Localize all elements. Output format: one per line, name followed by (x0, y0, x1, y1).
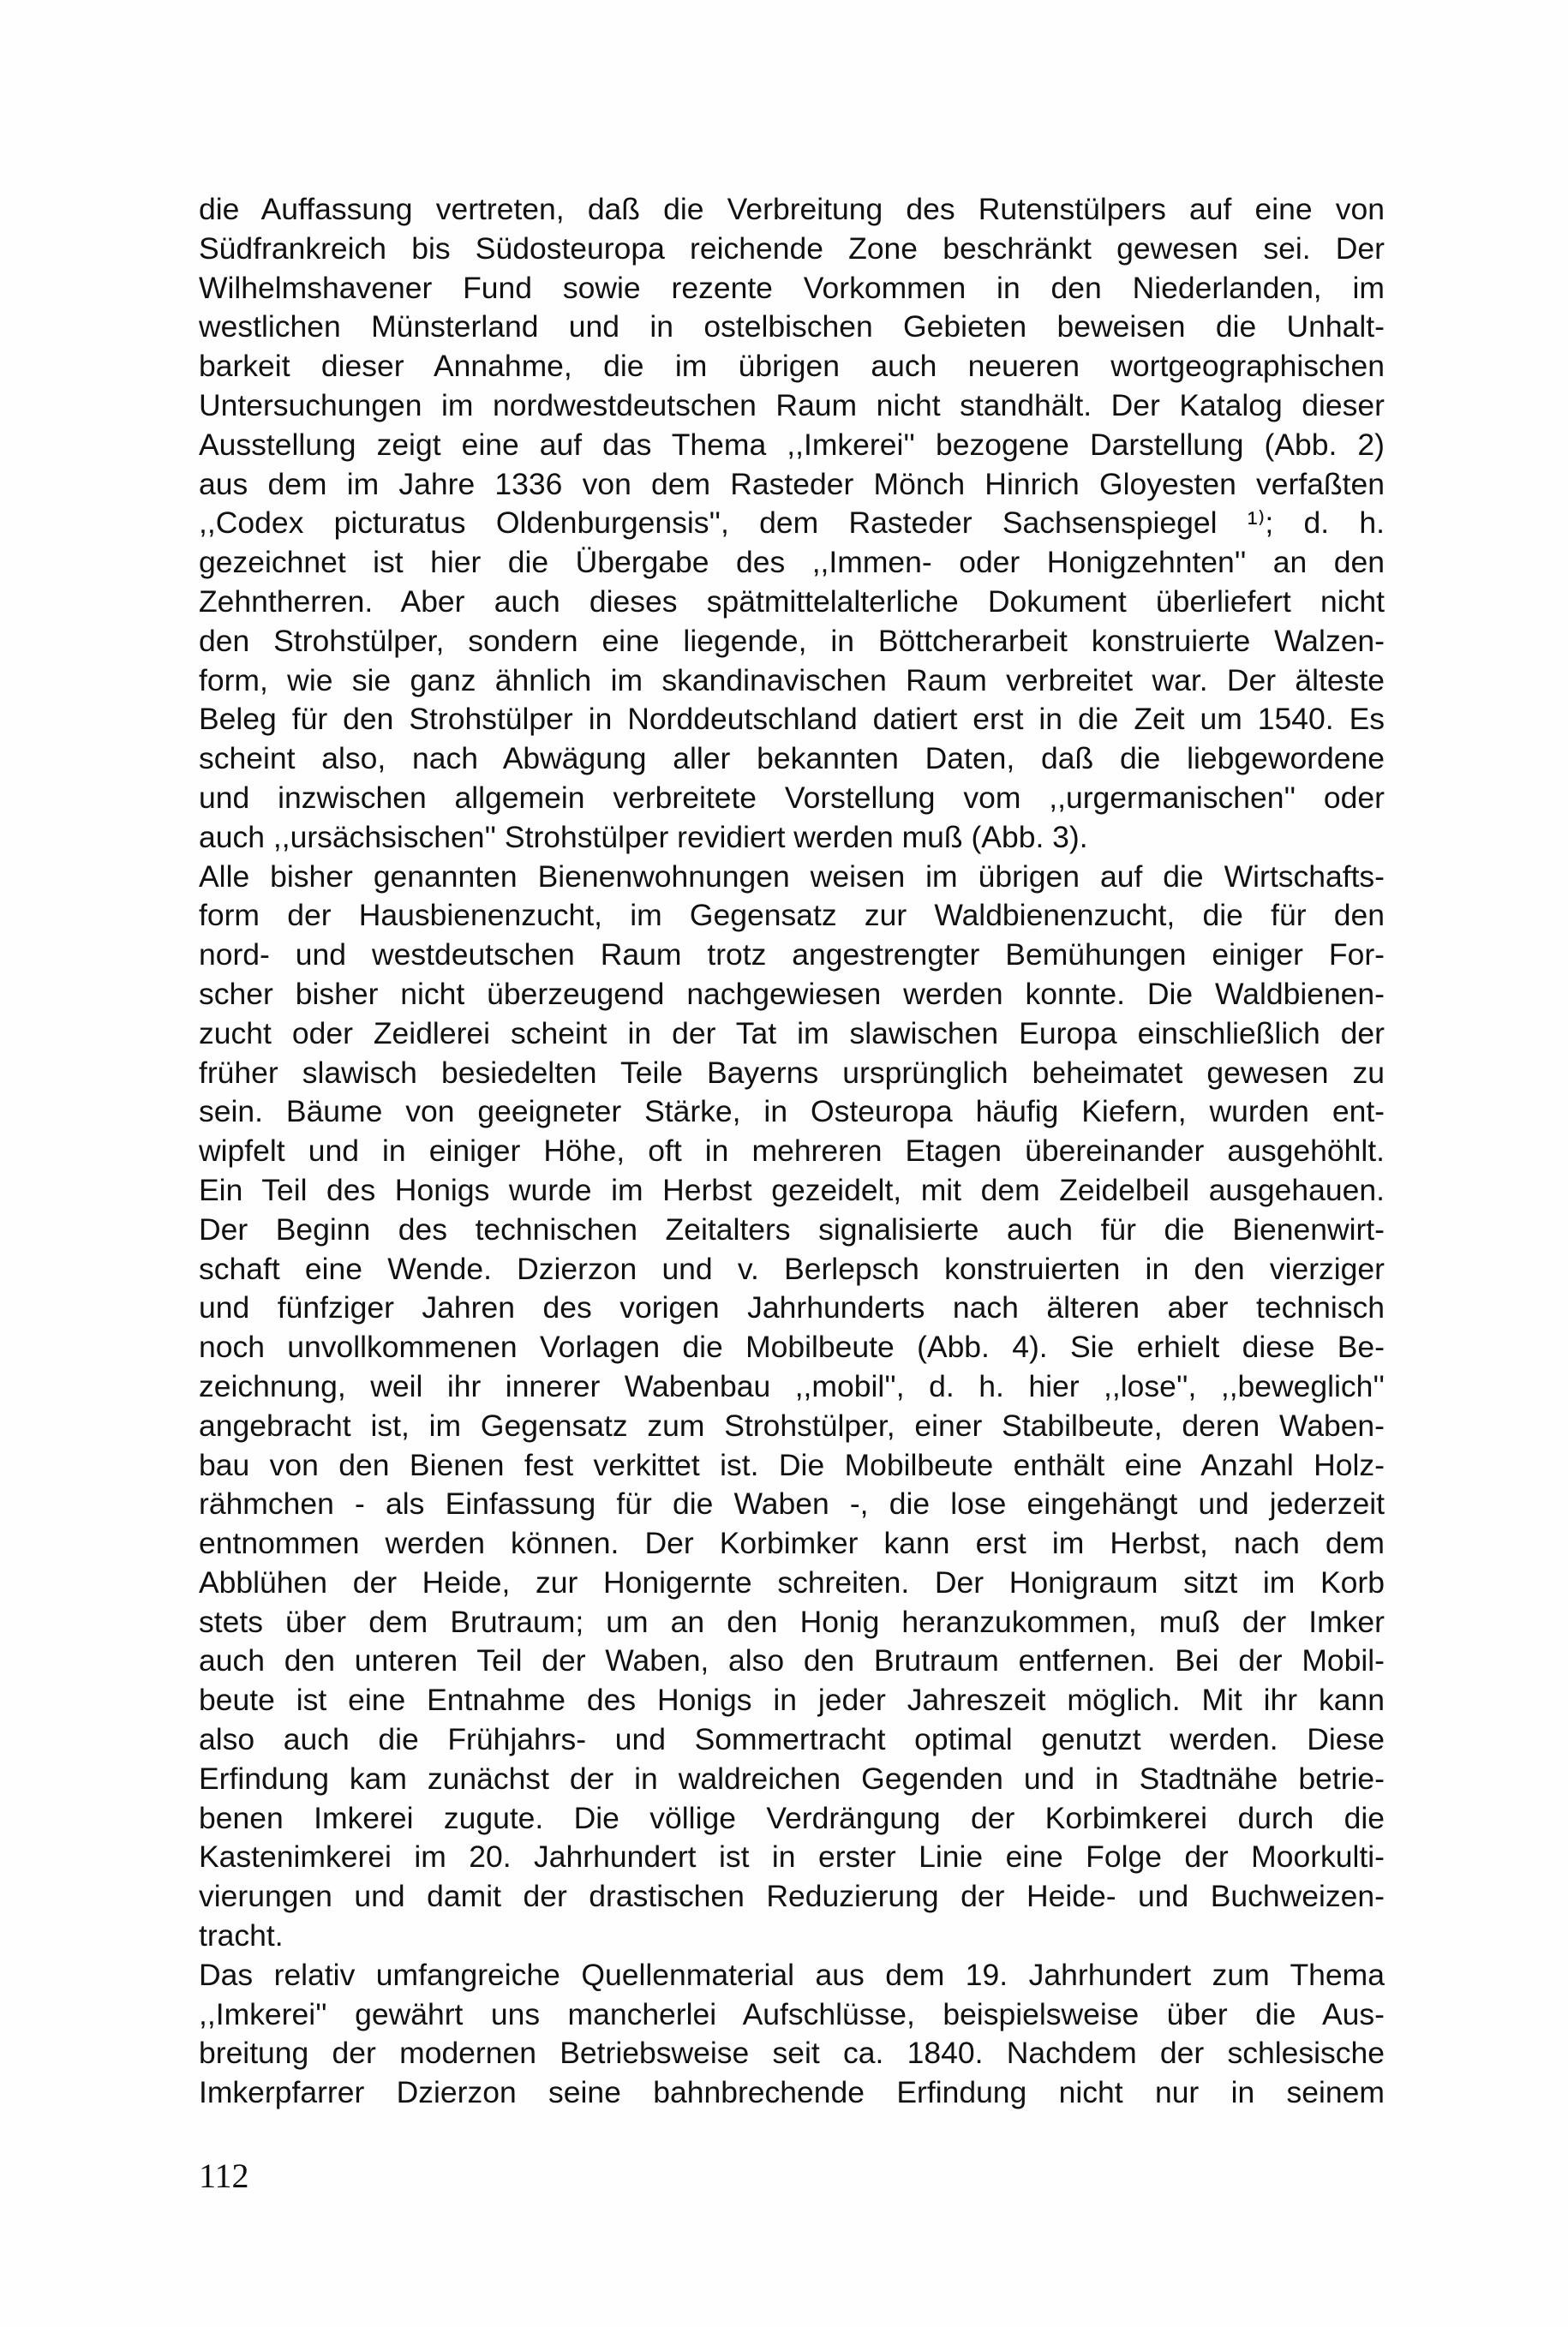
text-line: Ausstellung zeigt eine auf das Thema ,,Imkerei'' bezogene Darstellung (Abb. 2) (199, 427, 1385, 462)
text-line: Zehntherren. Aber auch dieses spätmittelalterliche Dokument überliefert nicht (199, 583, 1385, 619)
text-line: aus dem im Jahre 1336 von dem Rasteder Mönch Hinrich Gloyesten verfaßten (199, 466, 1385, 501)
text-line: benen Imkerei zugute. Die völlige Verdrängung der Korbimkerei durch die (199, 1800, 1385, 1835)
text-line: Abblühen der Heide, zur Honigernte schreiten. Der Honigraum sitzt im Korb (199, 1564, 1385, 1600)
text-line: auch ,,ursächsischen'' Strohstülper revidiert werden muß (Abb. 3). (199, 819, 1088, 854)
text-line: breitung der modernen Betriebsweise seit ca. 1840. Nachdem der schlesische (199, 2036, 1385, 2071)
text-line: rähmchen - als Einfassung für die Waben -, die lose eingehängt und jederzeit (199, 1487, 1385, 1522)
text-line: und inzwischen allgemein verbreitete Vorstellung vom ,,urgermanischen'' oder (199, 780, 1385, 815)
text-line: zeichnung, weil ihr innerer Wabenbau ,,mobil'', d. h. hier ,,lose'', ,,beweglich'' (199, 1368, 1385, 1403)
text-line: stets über dem Brutraum; um an den Honig heranzukommen, muß der Imker (199, 1604, 1385, 1639)
text-line: vierungen und damit der drastischen Reduzierung der Heide- und Buchweizen- (199, 1879, 1385, 1914)
text-line: ,,Imkerei'' gewährt uns mancherlei Aufschlüsse, beispielsweise über die Aus- (199, 1996, 1385, 2031)
text-line: scher bisher nicht überzeugend nachgewiesen werden konnte. Die Waldbienen- (199, 976, 1385, 1011)
text-line: die Auffassung vertreten, daß die Verbreitung des Rutenstülpers auf eine von (199, 192, 1385, 226)
text-line: barkeit dieser Annahme, die im übrigen auch neueren wortgeographischen (199, 349, 1385, 384)
text-line: Wilhelmshavener Fund sowie rezente Vorkommen in den Niederlanden, im (199, 270, 1385, 305)
text-line: Das relativ umfangreiche Quellenmaterial aus dem 19. Jahrhundert zum Thema (199, 1957, 1385, 1992)
text-line: Ein Teil des Honigs wurde im Herbst gezeidelt, mit dem Zeidelbeil ausgehauen. (199, 1172, 1385, 1207)
text-line: westlichen Münsterland und in ostelbischen Gebieten beweisen die Unhalt- (199, 309, 1385, 344)
text-line: Südfrankreich bis Südosteuropa reichende Zone beschränkt gewesen sei. Der (199, 230, 1385, 266)
text-line: Kastenimkerei im 20. Jahrhundert ist in erster Linie eine Folge der Moorkulti- (199, 1839, 1385, 1875)
text-line: früher slawisch besiedelten Teile Bayerns ursprünglich beheimatet gewesen zu (199, 1055, 1385, 1090)
text-line: also auch die Frühjahrs- und Sommertracht optimal genutzt werden. Diese (199, 1722, 1385, 1757)
text-line: form der Hausbienenzucht, im Gegensatz zur Waldbienenzucht, die für den (199, 898, 1385, 933)
text-line: scheint also, nach Abwägung aller bekannten Daten, daß die liebgewordene (199, 741, 1385, 776)
text-line: bau von den Bienen fest verkittet ist. Die Mobilbeute enthält eine Anzahl Holz- (199, 1447, 1385, 1482)
text-line: Erfindung kam zunächst der in waldreichen Gegenden und in Stadtnähe betrie- (199, 1761, 1385, 1796)
text-line: schaft eine Wende. Dzierzon und v. Berlepsch konstruierten in den vierziger (199, 1251, 1385, 1286)
text-line: Der Beginn des technischen Zeitalters signalisierte auch für die Bienenwirt- (199, 1211, 1385, 1247)
text-line: form, wie sie ganz ähnlich im skandinavischen Raum verbreitet war. Der älteste (199, 662, 1385, 697)
text-line: den Strohstülper, sondern eine liegende, in Böttcherarbeit konstruierte Walzen- (199, 623, 1385, 658)
text-line: Beleg für den Strohstülper in Norddeutschland datiert erst in die Zeit um 1540. Es (199, 702, 1385, 737)
text-line: gezeichnet ist hier die Übergabe des ,,Immen- oder Honigzehnten'' an den (199, 545, 1385, 580)
text-line: auch den unteren Teil der Waben, also den Brutraum entfernen. Bei der Mobil- (199, 1643, 1385, 1678)
page-number: 112 (199, 2157, 249, 2195)
text-line: tracht. (199, 1918, 284, 1953)
text-line: Alle bisher genannten Bienenwohnungen weisen im übrigen auf die Wirtschafts- (199, 858, 1385, 894)
text-line: Untersuchungen im nordwestdeutschen Raum nicht standhält. Der Katalog dieser (199, 387, 1385, 422)
text-line: ,,Codex picturatus Oldenburgensis'', dem Rasteder Sachsenspiegel ¹⁾; d. h. (199, 505, 1385, 541)
text-line: und fünfziger Jahren des vorigen Jahrhunderts nach älteren aber technisch (199, 1290, 1385, 1325)
text-line: beute ist eine Entnahme des Honigs in jeder Jahreszeit möglich. Mit ihr kann (199, 1683, 1385, 1718)
text-line: Imkerpfarrer Dzierzon seine bahnbrechende Erfindung nicht nur in seinem (199, 2075, 1385, 2110)
text-line: sein. Bäume von geeigneter Stärke, in Osteuropa häufig Kiefern, wurden ent- (199, 1094, 1385, 1129)
text-line: noch unvollkommenen Vorlagen die Mobilbeute (Abb. 4). Sie erhielt diese Be- (199, 1330, 1385, 1365)
text-line: zucht oder Zeidlerei scheint in der Tat im slawischen Europa einschließlich der (199, 1015, 1385, 1050)
text-line: wipfelt und in einiger Höhe, oft in mehreren Etagen übereinander ausgehöhlt. (199, 1134, 1385, 1169)
text-line: nord- und westdeutschen Raum trotz angestrengter Bemühungen einiger For- (199, 937, 1385, 972)
body-text (199, 190, 1385, 2113)
text-line: entnommen werden können. Der Korbimker kann erst im Herbst, nach dem (199, 1526, 1385, 1561)
text-line: angebracht ist, im Gegensatz zum Strohstülper, einer Stabilbeute, deren Waben- (199, 1408, 1385, 1443)
